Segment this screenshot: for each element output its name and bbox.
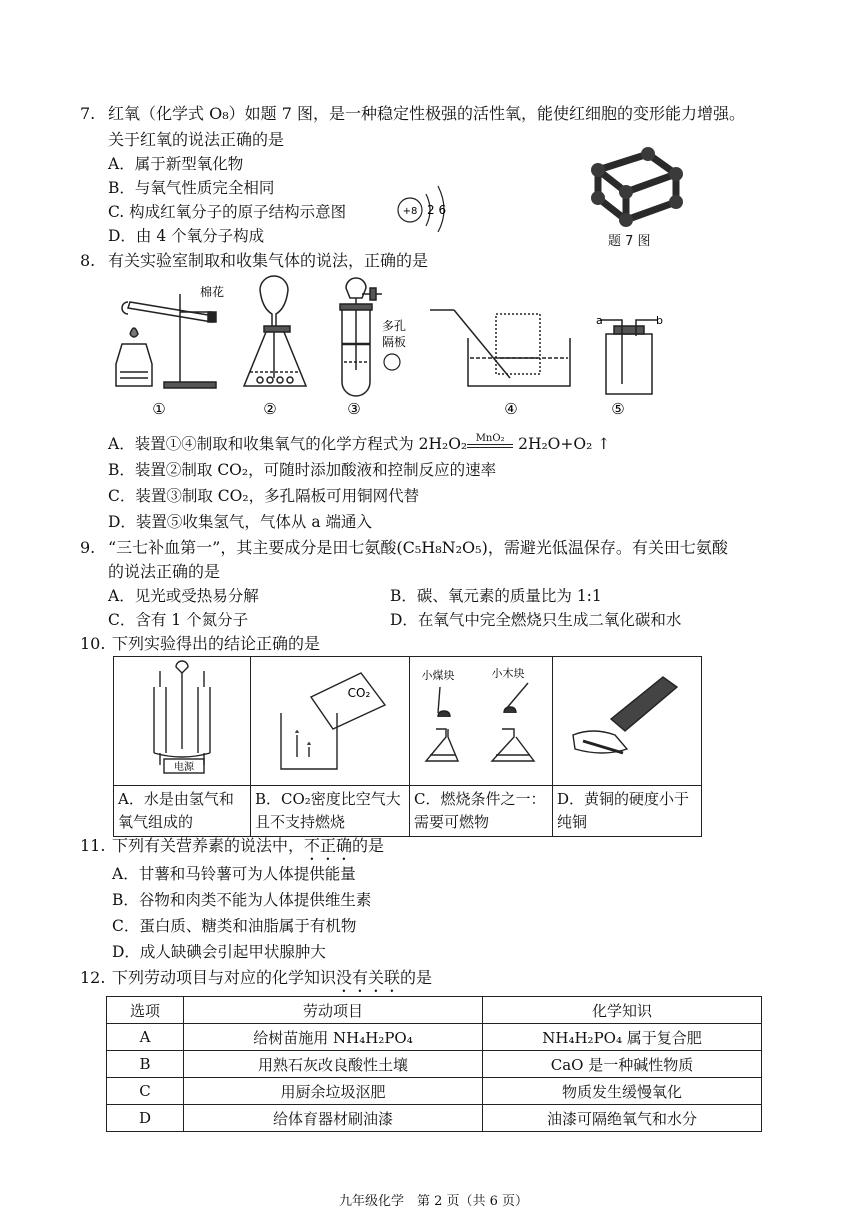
q12-header-labor: 劳动项目: [184, 997, 483, 1024]
q12-row-d-option: D: [107, 1105, 184, 1132]
q9-option-d: D．在氧气中完全燃烧只生成二氧化碳和水: [390, 611, 682, 629]
q12-stem-post: 的是: [400, 968, 433, 987]
q8-option-d: D．装置⑤收集氢气，气体从 a 端通入: [108, 513, 373, 531]
q9-option-b: B．碳、氧元素的质量比为 1:1: [390, 587, 602, 605]
q9-number: 9.: [80, 538, 96, 557]
q9-option-a: A．见光或受热易分解: [108, 587, 259, 605]
q10-caption-a-cell: [114, 786, 251, 837]
apparatus-label-3: ③: [347, 400, 361, 418]
q11-option-a: A．甘薯和马铃薯可为人体提供能量: [112, 865, 356, 883]
q12-row-b-knowledge: CaO 是一种碱性物质: [483, 1051, 762, 1078]
q12-labor-table: [106, 996, 762, 1132]
q8-option-a: [108, 432, 610, 456]
q8-stem: [80, 249, 428, 273]
q12-number: 12.: [80, 968, 106, 987]
mno2-arrow: [467, 432, 513, 448]
q12-row-d-labor: 给体育器材刷油漆: [184, 1105, 483, 1132]
red-oxygen-molecule-figure: [578, 140, 688, 230]
q11-option-b: B．谷物和肉类不能为人体提供维生素: [112, 891, 372, 909]
q7-number: 7.: [80, 104, 96, 123]
q12-stem: [80, 966, 432, 996]
q12-row-a-labor: 给树苗施用 NH₄H₂PO₄: [184, 1024, 483, 1051]
q10-caption-c: C．燃烧条件之一：需要可燃物: [414, 790, 546, 831]
q12-row-a-knowledge: NH₄H₂PO₄ 属于复合肥: [483, 1024, 762, 1051]
q12-row-c-knowledge: 物质发生缓慢氧化: [483, 1078, 762, 1105]
apparatus-2-funnel-flask: [244, 276, 306, 386]
co2-pouring-apparatus: [251, 657, 409, 781]
apparatus-label-4: ④: [504, 400, 518, 418]
q12-row-c-option: C: [107, 1078, 184, 1105]
port-a-label: a: [596, 314, 603, 327]
q7-stem-line1: [80, 102, 745, 126]
table-row: [107, 1024, 762, 1051]
q8-option-b: B．装置②制取 CO₂，可随时添加酸液和控制反应的速率: [108, 461, 497, 479]
q10-stem: [80, 632, 320, 656]
q12-header-option: 选项: [107, 997, 184, 1024]
table-row: [107, 1051, 762, 1078]
q10-caption-d-cell: [553, 786, 702, 837]
q11-option-d: D．成人缺碘会引起甲状腺肿大: [112, 943, 326, 961]
q12-row-a-option: A: [107, 1024, 184, 1051]
porous-label-line2: 隔板: [382, 335, 407, 349]
table-row: [107, 1078, 762, 1105]
q10-figures-row: [114, 657, 702, 786]
q7-stem-line2: 关于红氧的说法正确的是: [108, 130, 285, 149]
q9-stem-text: “三七补血第一”，其主要成分是田七氨酸(C₅H₈N₂O₅)，需避光低温保存。有关田七氨酸: [108, 538, 728, 557]
q7-stem-text: 红氧（化学式 O₈）如题 7 图，是一种稳定性极强的活性氧，能使红细胞的变形能力增强。: [108, 104, 745, 123]
q7-option-d: D．由 4 个氧分子构成: [108, 227, 265, 245]
apparatus-4-water-trough: [430, 310, 570, 386]
q10-caption-b-cell: [251, 786, 410, 837]
porous-label-line1: 多孔: [382, 319, 407, 333]
q9-option-c: C．含有 1 个氮分子: [108, 611, 249, 629]
q8-number: 8.: [80, 251, 96, 270]
q9-stem-line2: 的说法正确的是: [108, 562, 221, 581]
apparatus-5-gas-bottle: [600, 320, 658, 394]
cotton-label: 棉花: [200, 285, 225, 299]
apparatus-1-heating-tube: [116, 294, 216, 388]
q7-option-b: B．与氧气性质完全相同: [108, 179, 275, 197]
q12-stem-pre: 下列劳动项目与对应的化学知识: [112, 968, 337, 987]
q10-caption-a: A．水是由氢气和氧气组成的: [118, 790, 234, 831]
q10-captions-row: [114, 786, 702, 837]
atom-electrons-label: 2 6: [427, 203, 447, 217]
q10-number: 10.: [80, 634, 106, 653]
apparatus-label-2: ②: [263, 400, 277, 418]
q8-option-c: C．装置③制取 CO₂，多孔隔板可用铜网代替: [108, 487, 420, 505]
q10-caption-d: D．黄铜的硬度小于纯铜: [557, 790, 690, 831]
brass-scratch-test-figure: [553, 657, 701, 781]
q9-stem-line1: [80, 536, 728, 560]
q12-row-c-labor: 用厨余垃圾沤肥: [184, 1078, 483, 1105]
wood-block-label: 小木块: [491, 667, 525, 680]
q10-figure-a: [114, 657, 251, 786]
port-b-label: b: [656, 314, 663, 327]
q12-stem-emphasis: 没有关联: [336, 968, 401, 987]
q12-header-row: [107, 997, 762, 1024]
q10-experiment-table: [113, 656, 702, 837]
q7-option-a: A．属于新型氧化物: [108, 155, 244, 173]
q11-stem-pre: 下列有关营养素的说法中，: [112, 836, 305, 855]
q10-figure-d: [553, 657, 702, 786]
q8-option-a-prefix: A．装置①④制取和收集氧气的化学方程式为 2H₂O₂: [108, 435, 468, 453]
q8-apparatus-figure: [100, 274, 670, 420]
q10-caption-c-cell: [410, 786, 553, 837]
oxygen-atom-structure-diagram: [394, 180, 464, 232]
table-row: [107, 1105, 762, 1132]
apparatus-3-porous-plate-tube: [340, 278, 382, 396]
electrolysis-apparatus: [114, 657, 250, 781]
combustion-condition-apparatus: [410, 657, 552, 781]
q11-stem-emphasis: 不正确: [304, 836, 353, 855]
q8-option-a-suffix: 2H₂O+O₂ ↑: [518, 435, 611, 453]
q11-option-c: C．蛋白质、糖类和油脂属于有机物: [112, 917, 357, 935]
q10-caption-b: B．CO₂密度比空气大且不支持燃烧: [255, 790, 401, 831]
coal-block-label: 小煤块: [421, 669, 455, 682]
apparatus-label-5: ⑤: [611, 400, 625, 418]
atom-nucleus-label: +8: [402, 206, 418, 217]
power-source-label: 电源: [174, 762, 194, 773]
q10-figure-b: [251, 657, 410, 786]
page-footer: 九年级化学 第 2 页（共 6 页）: [338, 1194, 529, 1209]
q10-stem-text: 下列实验得出的结论正确的是: [112, 634, 321, 653]
q8-stem-text: 有关实验室制取和收集气体的说法，正确的是: [108, 251, 429, 270]
q12-row-b-option: B: [107, 1051, 184, 1078]
q12-row-d-knowledge: 油漆可隔绝氧气和水分: [483, 1105, 762, 1132]
apparatus-label-1: ①: [152, 400, 166, 418]
q7-option-c: C. 构成红氧分子的原子结构示意图: [108, 203, 347, 221]
catalyst-label: MnO₂: [475, 433, 505, 444]
q10-figure-c: [410, 657, 553, 786]
q11-stem: [80, 834, 384, 864]
q12-row-b-labor: 用熟石灰改良酸性土壤: [184, 1051, 483, 1078]
q11-stem-post: 的是: [352, 836, 385, 855]
q11-number: 11.: [80, 836, 106, 855]
co2-bottle-label: CO₂: [347, 686, 371, 700]
figure-7-caption: 题 7 图: [608, 234, 651, 249]
q12-header-knowledge: 化学知识: [483, 997, 762, 1024]
